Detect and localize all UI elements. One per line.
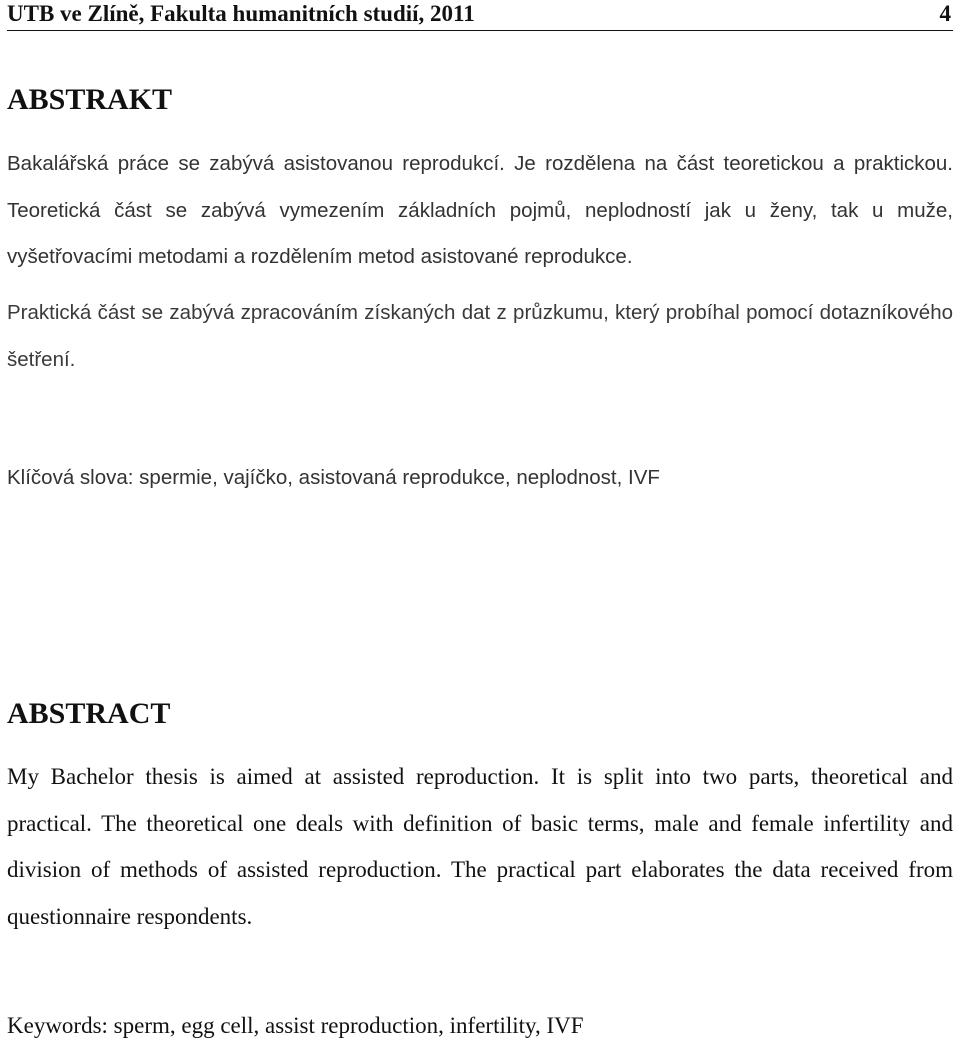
abstrakt-paragraph-2: Praktická část se zabývá zpracováním získaných dat z průzkumu, který probíhal pomocí dotazníkového šetření.: [7, 301, 953, 371]
running-header: [7, 0, 953, 31]
abstract-keywords: Keywords: sperm, egg cell, assist reproduction, infertility, IVF: [7, 1013, 584, 1038]
abstrakt-heading: ABSTRAKT: [7, 83, 173, 116]
abstract-paragraph-1: My Bachelor thesis is aimed at assisted reproduction. It is split into two parts, theoretical and practical. The theoretical one deals with definition of basic terms, male and female infertility and division of methods of assisted reproduction. The practical part elaborates the data received from questionnaire respondents.: [7, 764, 953, 929]
abstrakt-keywords: Klíčová slova: spermie, vajíčko, asistovaná reprodukce, neplodnost, IVF: [7, 466, 660, 489]
abstrakt-paragraph-1: Bakalářská práce se zabývá asistovanou reprodukcí. Je rozdělena na část teoretickou a praktickou. Teoretická část se zabývá vymezením základních pojmů, neplodností jak u ženy, tak u muže, vyšetřovacími metodami a rozdělením metod asistované reprodukce.: [7, 152, 953, 268]
abstract-heading: ABSTRACT: [7, 697, 171, 730]
page-number: 4: [939, 1, 951, 26]
header-title: UTB ve Zlíně, Fakulta humanitních studií, 2011: [7, 1, 475, 26]
